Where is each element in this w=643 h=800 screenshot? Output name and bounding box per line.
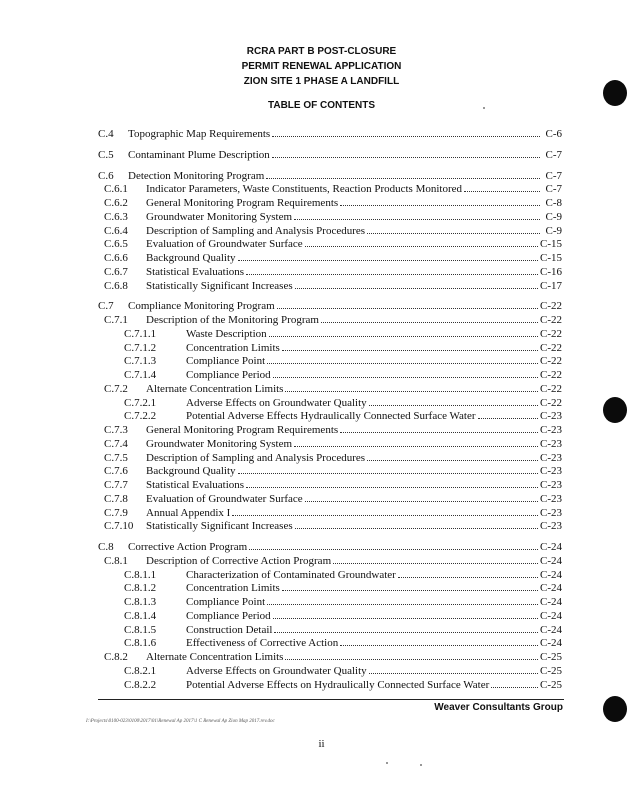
toc-entry[interactable]: [98, 664, 562, 678]
toc-entry-page: C-22: [540, 327, 562, 340]
hole-punch-middle: [603, 397, 627, 423]
toc-entry[interactable]: [98, 341, 562, 355]
dot-leader: [294, 210, 540, 220]
toc-entry-number: C.6.7: [104, 265, 128, 278]
toc-entry-page: C-7: [545, 148, 562, 161]
toc-entry-title: Description of Corrective Action Program: [146, 554, 332, 567]
scan-speck: [420, 764, 422, 766]
toc-entry-number: C.7.8: [104, 492, 128, 505]
toc-entry[interactable]: [98, 540, 562, 554]
toc-entry-title: Topographic Map Requirements: [128, 128, 271, 140]
dot-leader: [321, 313, 538, 323]
footer-file-path: I:\Projects\0100-023\0100\2017\01\Renewal Ap 2017\1 C Renewal Ap Zion Map 2017.rev.doc: [86, 719, 275, 724]
toc-entry-number: C.6: [98, 169, 114, 182]
toc-entry[interactable]: [98, 313, 562, 327]
toc-entry-page: C-16: [540, 265, 562, 278]
toc-entry[interactable]: [98, 279, 562, 293]
toc-entry-number: C.8.1.1: [124, 568, 157, 581]
toc-entry-number: C.8.2: [104, 651, 128, 663]
toc-entry-number: C.8.1.6: [124, 637, 157, 650]
toc-entry-page: C-15: [540, 252, 562, 264]
toc-entry-title: General Monitoring Program Requirements: [146, 424, 339, 436]
toc-entry-title: Compliance Monitoring Program: [128, 300, 275, 313]
toc-entry-title: Evaluation of Groundwater Surface: [146, 492, 303, 505]
dot-leader: [491, 678, 538, 688]
header-line-2: PERMIT RENEWAL APPLICATION: [241, 61, 402, 72]
toc-entry-number: C.8.1.4: [124, 609, 157, 622]
toc-entry-number: C.6.5: [104, 238, 128, 251]
toc-entry-title: Groundwater Monitoring System: [146, 210, 293, 223]
toc-entry-title: Description of Sampling and Analysis Procedures: [146, 451, 366, 464]
section-spacer: [98, 292, 562, 299]
dot-leader: [305, 492, 538, 502]
toc-entry-number: C.7.1.4: [124, 369, 157, 381]
dot-leader: [294, 437, 538, 447]
toc-entry-page: C-8: [545, 197, 562, 209]
toc-entry[interactable]: [98, 678, 562, 692]
toc-entry-title: Characterization of Contaminated Groundwater: [186, 568, 396, 581]
dot-leader: [238, 251, 538, 261]
toc-entry-number: C.7.7: [104, 479, 128, 491]
toc-entry-number: C.7.4: [104, 437, 128, 450]
toc-entry-page: C-24: [540, 637, 562, 650]
toc-entry-title: Potential Adverse Effects on Hydraulically Connected Surface Water: [186, 678, 490, 691]
toc-entry-title: Concentration Limits: [186, 582, 280, 595]
toc-entry-page: C-22: [540, 369, 562, 381]
dot-leader: [369, 396, 538, 406]
toc-entry-title: Adverse Effects on Groundwater Quality: [186, 664, 367, 677]
toc-entry-page: C-24: [540, 541, 562, 553]
toc-entry-number: C.6.4: [104, 224, 128, 237]
footer-divider: [98, 699, 564, 700]
toc-entry-page: C-7: [545, 183, 562, 196]
header-line-1: RCRA PART B POST-CLOSURE: [246, 46, 397, 57]
toc-entry-title: Statistical Evaluations: [146, 265, 245, 278]
header-line-3: ZION SITE 1 PHASE A LANDFILL: [243, 76, 400, 87]
dot-leader: [305, 237, 538, 247]
dot-leader: [266, 169, 540, 179]
toc-entry[interactable]: [98, 148, 562, 162]
toc-entry-number: C.8: [98, 541, 114, 553]
scan-speck: [386, 762, 388, 764]
toc-entry-page: C-23: [540, 410, 562, 423]
toc-entry-title: Construction Detail: [186, 623, 273, 636]
toc-entry-title: Description of the Monitoring Program: [146, 314, 319, 326]
toc-entry-page: C-22: [540, 396, 562, 409]
toc-entry-number: C.7.2.2: [124, 410, 157, 423]
toc-entry[interactable]: [98, 506, 562, 520]
dot-leader: [295, 279, 538, 289]
toc-entry[interactable]: [98, 581, 562, 595]
toc-entry-title: Concentration Limits: [186, 341, 280, 354]
section-spacer: [98, 141, 562, 148]
toc-entry-title: Statistically Significant Increases: [146, 520, 293, 533]
toc-entry[interactable]: [98, 182, 562, 196]
toc-entry-page: C-24: [540, 568, 562, 581]
toc-entry[interactable]: [98, 237, 562, 251]
dot-leader: [295, 519, 538, 529]
toc-entry[interactable]: [98, 382, 562, 396]
toc-entry-page: C-23: [540, 424, 562, 436]
toc-entry-page: C-22: [540, 382, 562, 395]
toc-entry[interactable]: [98, 423, 562, 437]
toc-entry-number: C.7.6: [104, 465, 128, 478]
toc-entry-page: C-7: [545, 169, 562, 182]
toc-entry-title: Adverse Effects on Groundwater Quality: [186, 396, 367, 409]
section-spacer: [98, 162, 562, 169]
dot-leader: [249, 540, 538, 550]
toc-entry-title: Evaluation of Groundwater Surface: [146, 238, 303, 251]
toc-entry[interactable]: [98, 299, 562, 313]
toc-entry[interactable]: [98, 519, 562, 533]
toc-entry-title: Alternate Concentration Limits: [146, 382, 284, 395]
toc-entry[interactable]: [98, 568, 562, 582]
toc-entry-title: Detection Monitoring Program: [128, 169, 265, 182]
toc-entry-title: Compliance Point: [186, 355, 266, 368]
dot-leader: [277, 299, 538, 309]
toc-entry-page: C-23: [540, 437, 562, 450]
dot-leader: [274, 623, 538, 633]
dot-leader: [282, 341, 538, 351]
dot-leader: [398, 568, 538, 578]
toc-entry-title: Background Quality: [146, 465, 236, 478]
toc-entry-number: C.7.1: [104, 314, 128, 326]
toc-entry-number: C.7.9: [104, 506, 128, 519]
toc-entry[interactable]: [98, 478, 562, 492]
toc-entry[interactable]: [98, 210, 562, 224]
toc-entry-title: Statistically Significant Increases: [146, 279, 293, 292]
toc-entry-page: C-23: [540, 492, 562, 505]
dot-leader: [267, 595, 538, 605]
toc-entry-number: C.6.6: [104, 252, 128, 264]
dot-leader: [340, 423, 538, 433]
toc-entry[interactable]: [98, 636, 562, 650]
toc-entry-page: C-24: [540, 609, 562, 622]
toc-entry[interactable]: [98, 409, 562, 423]
toc-entry-number: C.7.5: [104, 451, 128, 464]
toc-entry-page: C-23: [540, 479, 562, 491]
toc-entry-page: C-6: [545, 128, 562, 140]
toc-entry-page: C-9: [545, 224, 562, 237]
toc-entry-title: Background Quality: [146, 252, 236, 264]
toc-entry[interactable]: [98, 327, 562, 341]
toc-entry[interactable]: [98, 196, 562, 210]
dot-leader: [272, 148, 540, 158]
toc-entry-title: General Monitoring Program Requirements: [146, 197, 339, 209]
toc-entry[interactable]: [98, 464, 562, 478]
toc-entry[interactable]: [98, 354, 562, 368]
toc-entry-page: C-24: [540, 582, 562, 595]
toc-entry[interactable]: [98, 127, 562, 141]
toc-entry-page: C-17: [540, 279, 562, 292]
toc-entry-title: Alternate Concentration Limits: [146, 651, 284, 663]
toc-entry-page: C-25: [540, 664, 562, 677]
toc-entry[interactable]: [98, 437, 562, 451]
toc-entry-title: Compliance Period: [186, 369, 271, 381]
toc-entry-number: C.7.1.2: [124, 341, 157, 354]
toc-entry-number: C.7.2: [104, 382, 128, 395]
dot-leader: [340, 196, 540, 206]
toc-entry[interactable]: [98, 609, 562, 623]
toc-entry-title: Indicator Parameters, Waste Constituents, Reaction Products Monitored: [146, 183, 463, 196]
toc-entry[interactable]: [98, 554, 562, 568]
hole-punch-bottom: [603, 696, 627, 722]
dot-leader: [238, 464, 538, 474]
dot-leader: [478, 409, 539, 419]
toc-entry-page: C-25: [540, 678, 562, 691]
toc-entry-number: C.7.10: [104, 520, 134, 533]
toc-entry[interactable]: [98, 224, 562, 238]
toc-entry-title: Description of Sampling and Analysis Procedures: [146, 224, 366, 237]
toc-entry-page: C-24: [540, 554, 562, 567]
toc-entry[interactable]: [98, 265, 562, 279]
toc-entry-page: C-22: [540, 314, 562, 326]
toc-entry-number: C.8.1: [104, 554, 128, 567]
toc-entry-number: C.7.1.3: [124, 355, 157, 368]
toc-entry-title: Effectiveness of Corrective Action: [186, 637, 339, 650]
section-spacer: [98, 533, 562, 540]
page-number: ii: [318, 738, 325, 750]
toc-entry-page: C-9: [545, 210, 562, 223]
toc-entry-title: Compliance Period: [186, 609, 271, 622]
toc-entry[interactable]: [98, 368, 562, 382]
dot-leader: [340, 636, 538, 646]
dot-leader: [367, 451, 538, 461]
dot-leader: [367, 224, 540, 234]
toc-entry-title: Contaminant Plume Description: [128, 148, 270, 161]
dot-leader: [269, 327, 538, 337]
toc-entry-page: C-24: [540, 623, 562, 636]
toc-entry-page: C-22: [540, 300, 562, 313]
table-of-contents: [98, 127, 562, 691]
toc-entry-title: Compliance Point: [186, 596, 266, 608]
toc-entry-number: C.8.1.2: [124, 582, 157, 595]
toc-entry-number: C.6.1: [104, 183, 128, 196]
toc-entry[interactable]: [98, 451, 562, 465]
toc-entry-number: C.5: [98, 148, 114, 161]
toc-entry-number: C.8.1.3: [124, 596, 157, 608]
toc-entry-number: C.7.1.1: [124, 327, 157, 340]
toc-entry-number: C.7.3: [104, 424, 128, 436]
toc-entry[interactable]: [98, 623, 562, 637]
toc-entry[interactable]: [98, 650, 562, 664]
toc-entry-number: C.8.2.1: [124, 664, 157, 677]
dot-leader: [333, 554, 538, 564]
toc-entry-title: Waste Description: [186, 327, 267, 340]
toc-entry-page: C-25: [540, 651, 562, 663]
dot-leader: [285, 382, 538, 392]
toc-entry-title: Potential Adverse Effects Hydraulically Connected Surface Water: [186, 410, 476, 423]
dot-leader: [232, 506, 538, 516]
toc-title: TABLE OF CONTENTS: [267, 100, 376, 111]
toc-entry-page: C-15: [540, 238, 562, 251]
dot-leader: [464, 182, 540, 192]
toc-entry[interactable]: [98, 251, 562, 265]
toc-entry-number: C.7.2.1: [124, 396, 157, 409]
toc-entry-page: C-24: [540, 596, 562, 608]
toc-entry-page: C-23: [540, 520, 562, 533]
toc-entry-page: C-23: [540, 465, 562, 478]
toc-entry-number: C.8.2.2: [124, 678, 157, 691]
document-header: [0, 44, 643, 89]
dot-leader: [273, 609, 538, 619]
toc-entry-title: Groundwater Monitoring System: [146, 437, 293, 450]
toc-entry-page: C-22: [540, 355, 562, 368]
dot-leader: [285, 650, 538, 660]
dot-leader: [267, 354, 538, 364]
toc-entry-number: C.6.3: [104, 210, 128, 223]
dot-leader: [282, 581, 538, 591]
dot-leader: [273, 368, 538, 378]
toc-entry[interactable]: [98, 169, 562, 183]
toc-entry-page: C-23: [540, 506, 562, 519]
toc-entry-number: C.8.1.5: [124, 623, 157, 636]
dot-leader: [246, 265, 538, 275]
toc-entry[interactable]: [98, 492, 562, 506]
toc-entry-number: C.6.8: [104, 279, 128, 292]
toc-entry-title: Statistical Evaluations: [146, 479, 245, 491]
dot-leader: [272, 127, 540, 137]
toc-entry-title: Annual Appendix I: [146, 506, 231, 519]
toc-entry[interactable]: [98, 396, 562, 410]
toc-entry-title: Corrective Action Program: [128, 541, 248, 553]
toc-entry-number: C.6.2: [104, 197, 128, 209]
toc-entry[interactable]: [98, 595, 562, 609]
footer-company: Weaver Consultants Group: [434, 702, 563, 713]
dot-leader: [369, 664, 538, 674]
toc-entry-page: C-22: [540, 341, 562, 354]
toc-entry-page: C-23: [540, 451, 562, 464]
toc-entry-number: C.7: [98, 300, 114, 313]
dot-leader: [246, 478, 538, 488]
toc-entry-number: C.4: [98, 128, 114, 140]
